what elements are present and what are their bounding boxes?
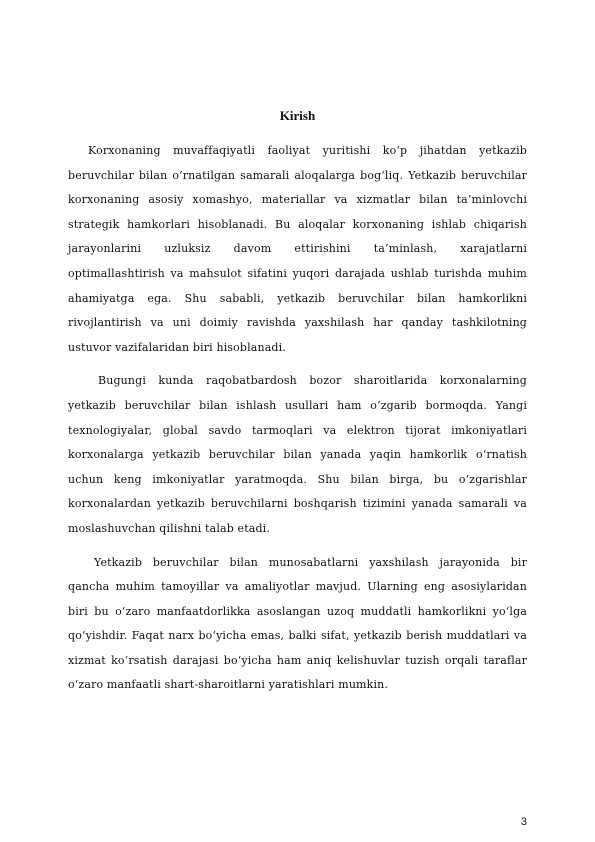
body-text (68, 139, 527, 707)
paragraph-3: Yetkazib beruvchilar bilan munosabatlarni yaxshilash jarayonida bir qancha muhim tamoyillar va amaliyotlar mavjud. Ularning eng asosiylaridan biri bu o‘zaro manfaatdorlikka asoslangan uzoq muddatli hamkorlikni yo‘lga qo‘yishdir. Faqat narx bo‘yicha emas, balki sifat, yetkazib berish muddatlari va xizmat ko‘rsatish darajasi bo‘yicha ham aniq kelishuvlar tuzish orqali taraflar o‘zaro manfaatli shart-sharoitlarni yaratishlari mumkin. (68, 555, 527, 692)
page-number: 3 (520, 816, 527, 828)
page-title: Kirish (279, 108, 316, 123)
document-page (68, 0, 527, 842)
paragraph-1: Korxonaning muvaffaqiyatli faoliyat yuritishi ko‘p jihatdan yetkazib beruvchilar bilan o‘rnatilgan samarali aloqalarga bog‘liq. Yetkazib beruvchilar korxonaning asosiy xomashyo, materiallar va xizmatlar bilan ta’minlovchi strategik hamkorlari hisoblanadi. Bu aloqalar korxonaning ishlab chiqarish jarayonlarini uzluksiz davom ettirishini ta’minlash, xarajatlarni optimallashtirish va mahsulot sifatini yuqori darajada ushlab turishda muhim ahamiyatga ega. Shu sababli, yetkazib beruvchilar bilan hamkorlikni rivojlantirish va uni doimiy ravishda yaxshilash har qanday tashkilotning ustuvor vazifalaridan biri hisoblanadi. (68, 144, 527, 354)
paragraph-2: Bugungi kunda raqobatbardosh bozor sharoitlarida korxonalarning yetkazib beruvchilar bilan ishlash usullari ham o‘zgarib bormoqda. Yangi texnologiyalar, global savdo tarmoqlari va elektron tijorat imkoniyatlari korxonalarga yetkazib beruvchilar bilan yanada yaqin hamkorlik o‘rnatish uchun keng imkoniyatlar yaratmoqda. Shu bilan birga, bu o‘zgarishlar korxonalardan yetkazib beruvchilarni boshqarish tizimini yanada samarali va moslashuvchan qilishni talab etadi. (68, 374, 527, 535)
